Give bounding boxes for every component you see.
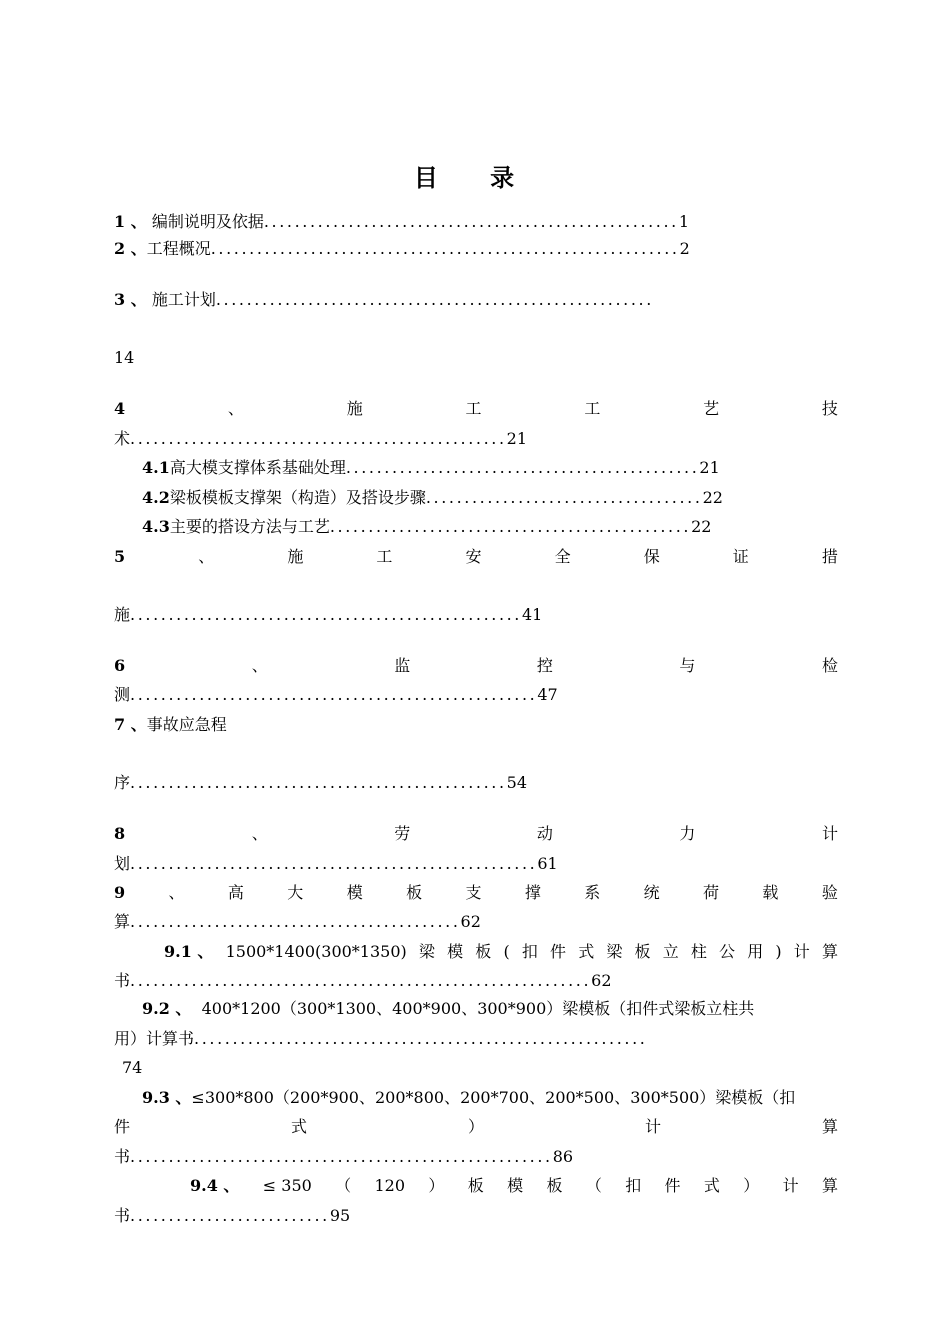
toc-word: 高 bbox=[227, 883, 244, 902]
toc-word: 、 bbox=[168, 883, 185, 902]
toc-leader: ........................................... bbox=[130, 912, 461, 931]
toc-word: 板 bbox=[634, 942, 651, 961]
toc-entry-number: 5 bbox=[114, 547, 126, 566]
toc-word: 模 bbox=[447, 942, 464, 961]
toc-word: 梁 bbox=[418, 942, 435, 961]
toc-leader: ................................................. bbox=[130, 429, 507, 448]
toc-entry-2[interactable] bbox=[114, 237, 838, 261]
toc-entry-text: 算 bbox=[114, 912, 131, 931]
toc-leader: ............................................................ bbox=[130, 971, 592, 990]
toc-entry-number: 4 bbox=[114, 399, 126, 418]
toc-entry-text: 书 bbox=[114, 971, 131, 990]
toc-word: 工 bbox=[465, 399, 482, 418]
toc-word: 计 bbox=[644, 1117, 661, 1136]
toc-page-number: 54 bbox=[506, 773, 527, 792]
toc-entry-9-2-cont[interactable] bbox=[114, 1027, 838, 1051]
toc-word: ( bbox=[503, 942, 510, 961]
toc-entry-7-cont[interactable] bbox=[114, 771, 838, 795]
toc-page-number: 62 bbox=[460, 912, 481, 931]
toc-word: 全 bbox=[554, 547, 571, 566]
toc-word: 扣 bbox=[521, 942, 538, 961]
toc-word: 件 bbox=[550, 942, 567, 961]
toc-entry-number: 9.1 、 bbox=[164, 942, 214, 961]
toc-word: 荷 bbox=[703, 883, 720, 902]
toc-page-number: 21 bbox=[506, 429, 527, 448]
toc-word: ） bbox=[743, 1176, 760, 1195]
toc-entry-text: 划 bbox=[114, 854, 131, 873]
toc-entry-4-2[interactable] bbox=[142, 486, 838, 510]
toc-word: 柱 bbox=[690, 942, 707, 961]
toc-leader: ................................................... bbox=[130, 605, 522, 624]
toc-leader: ..................................................... bbox=[130, 854, 538, 873]
toc-entry-number: 9.4 、 bbox=[190, 1176, 240, 1195]
toc-word: 系 bbox=[584, 883, 601, 902]
toc-word: 大 bbox=[287, 883, 304, 902]
toc-page-number: 22 bbox=[702, 488, 723, 507]
toc-entry-3-page bbox=[114, 346, 838, 370]
toc-word: 证 bbox=[732, 547, 749, 566]
toc-entry-8[interactable] bbox=[114, 822, 838, 846]
toc-leader: ............................................... bbox=[329, 517, 692, 536]
toc-word: （ bbox=[335, 1176, 352, 1195]
toc-entry-text: 梁板模板支撑架（构造）及搭设步骤 bbox=[169, 488, 426, 507]
toc-page-number: 74 bbox=[122, 1058, 143, 1077]
toc-word: （ bbox=[585, 1176, 602, 1195]
toc-page-number: 47 bbox=[537, 685, 558, 704]
toc-word: 算 bbox=[821, 1176, 838, 1195]
toc-word: 与 bbox=[679, 656, 696, 675]
toc-word: 统 bbox=[643, 883, 660, 902]
toc-word: ) bbox=[775, 942, 782, 961]
toc-entry-number: 6 bbox=[114, 656, 126, 675]
toc-entry-text: 书 bbox=[114, 1147, 131, 1166]
toc-word: 件 bbox=[664, 1176, 681, 1195]
toc-entry-8-cont[interactable] bbox=[114, 852, 838, 876]
toc-entry-number: 3 、 bbox=[114, 290, 147, 309]
toc-page-number: 1 bbox=[678, 212, 690, 231]
toc-word: 支 bbox=[465, 883, 482, 902]
toc-entry-6-cont[interactable] bbox=[114, 683, 838, 707]
toc-word: 梁 bbox=[606, 942, 623, 961]
toc-word: 算 bbox=[821, 942, 838, 961]
toc-entry-number: 9.2 、 bbox=[142, 999, 192, 1018]
toc-word: 扣 bbox=[625, 1176, 642, 1195]
toc-word: 载 bbox=[762, 883, 779, 902]
toc-entry-number: 4.2 bbox=[142, 488, 170, 507]
toc-entry-text: 术 bbox=[114, 429, 131, 448]
toc-word: 公 bbox=[719, 942, 736, 961]
toc-page-number: 21 bbox=[699, 458, 720, 477]
toc-entry-text: 编制说明及依据 bbox=[151, 212, 264, 231]
toc-leader: .......................... bbox=[130, 1206, 330, 1225]
toc-word: 验 bbox=[821, 883, 838, 902]
toc-word: 120 bbox=[374, 1176, 406, 1195]
toc-entry-9-1-cont[interactable] bbox=[114, 969, 838, 993]
toc-entry-6[interactable] bbox=[114, 654, 838, 678]
toc-word: 计 bbox=[793, 942, 810, 961]
toc-word: ） bbox=[428, 1176, 445, 1195]
toc-entry-number: 8 bbox=[114, 824, 126, 843]
toc-entry-4[interactable] bbox=[114, 397, 838, 421]
toc-word: 立 bbox=[662, 942, 679, 961]
toc-entry-number: 4.3 bbox=[142, 517, 170, 536]
toc-entry-text: 主要的搭设方法与工艺 bbox=[169, 517, 330, 536]
toc-word: 、 bbox=[251, 824, 268, 843]
toc-entry-3[interactable] bbox=[114, 288, 838, 312]
toc-leader: ...................................................... bbox=[263, 212, 679, 231]
toc-title: 目 录 bbox=[413, 163, 537, 192]
toc-entry-text: 工程概况 bbox=[146, 239, 211, 258]
toc-entry-7[interactable] bbox=[114, 713, 838, 737]
toc-entry-text: 高大模支撑体系基础处理 bbox=[169, 458, 346, 477]
toc-entry-text: 序 bbox=[114, 773, 131, 792]
toc-entry-number: 2 、 bbox=[114, 239, 147, 258]
toc-leader: ............................................................. bbox=[210, 239, 680, 258]
toc-word: 撑 bbox=[524, 883, 541, 902]
toc-entry-9-3[interactable] bbox=[142, 1086, 838, 1110]
toc-word: 保 bbox=[643, 547, 660, 566]
toc-word: 劳 bbox=[394, 824, 411, 843]
toc-entry-text: 测 bbox=[114, 685, 131, 704]
toc-word: 施 bbox=[346, 399, 363, 418]
toc-word: 算 bbox=[821, 1117, 838, 1136]
toc-word: 、 bbox=[227, 399, 244, 418]
toc-entry-text: 施工计划 bbox=[151, 290, 216, 309]
toc-entry-text: 400*1200（300*1300、400*900、300*900）梁模板（扣件式梁板立柱共 bbox=[201, 999, 755, 1018]
toc-word: 模 bbox=[507, 1176, 524, 1195]
toc-word: 、 bbox=[198, 547, 215, 566]
toc-word: 、 bbox=[251, 656, 268, 675]
toc-word: 计 bbox=[782, 1176, 799, 1195]
toc-entry-1[interactable] bbox=[114, 210, 838, 234]
toc-entry-number: 1 、 bbox=[114, 212, 147, 231]
toc-page-number: 95 bbox=[329, 1206, 351, 1225]
toc-word: 板 bbox=[467, 1176, 484, 1195]
toc-word: 检 bbox=[821, 656, 838, 675]
toc-word: 施 bbox=[287, 547, 304, 566]
toc-leader: .................................... bbox=[425, 488, 703, 507]
toc-page-number: 62 bbox=[591, 971, 612, 990]
toc-word: 板 bbox=[475, 942, 492, 961]
toc-entry-9-4[interactable] bbox=[190, 1174, 838, 1198]
toc-word: 工 bbox=[376, 547, 393, 566]
toc-word: 式 bbox=[578, 942, 595, 961]
toc-entry-9-2-page bbox=[122, 1056, 846, 1080]
toc-word: 式 bbox=[290, 1117, 307, 1136]
toc-word: 控 bbox=[536, 656, 553, 675]
toc-page-number: 61 bbox=[537, 854, 558, 873]
toc-leader: ....................................................... bbox=[130, 1147, 553, 1166]
toc-entry-9-cont[interactable] bbox=[114, 910, 838, 934]
toc-word: 板 bbox=[546, 1176, 563, 1195]
toc-entry-number: 9.3 、 bbox=[142, 1088, 192, 1107]
toc-page-number: 2 bbox=[679, 239, 690, 258]
toc-leader: ......................................................... bbox=[215, 290, 654, 309]
toc-word: 措 bbox=[821, 547, 838, 566]
toc-word: 计 bbox=[821, 824, 838, 843]
toc-entry-5[interactable] bbox=[114, 545, 838, 569]
toc-word: 力 bbox=[679, 824, 696, 843]
toc-page-number: 41 bbox=[522, 605, 543, 624]
toc-page-number: 22 bbox=[691, 517, 712, 536]
toc-leader: ................................................. bbox=[130, 773, 507, 792]
toc-leader: .............................................. bbox=[345, 458, 700, 477]
toc-entry-5-cont[interactable] bbox=[114, 603, 838, 627]
toc-leader: ..................................................... bbox=[130, 685, 538, 704]
toc-word: 模 bbox=[346, 883, 363, 902]
toc-entry-number: 9 bbox=[114, 883, 126, 902]
toc-word: 艺 bbox=[703, 399, 720, 418]
toc-entry-text: 用）计算书 bbox=[114, 1029, 195, 1048]
toc-page-number: 86 bbox=[552, 1147, 574, 1166]
toc-word: 板 bbox=[406, 883, 423, 902]
toc-word: 监 bbox=[394, 656, 411, 675]
toc-word: 技 bbox=[821, 399, 838, 418]
toc-entry-9-4-cont[interactable] bbox=[114, 1204, 838, 1228]
toc-word: 件 bbox=[114, 1117, 131, 1136]
toc-entry-4-1[interactable] bbox=[142, 456, 838, 480]
toc-word: 式 bbox=[703, 1176, 720, 1195]
toc-entry-number: 7 、 bbox=[114, 715, 147, 734]
toc-entry-text: 书 bbox=[114, 1206, 131, 1225]
toc-entry-4-3[interactable] bbox=[142, 515, 838, 539]
toc-word: ） bbox=[467, 1117, 484, 1136]
toc-entry-9-1[interactable] bbox=[164, 940, 838, 964]
toc-entry-9-2[interactable] bbox=[142, 997, 838, 1021]
toc-word: 动 bbox=[536, 824, 553, 843]
toc-word: 1500*1400(300*1350) bbox=[225, 942, 407, 961]
toc-page-number: 14 bbox=[114, 348, 135, 367]
toc-word: 工 bbox=[584, 399, 601, 418]
toc-word: 用 bbox=[747, 942, 764, 961]
toc-leader: ........................................................... bbox=[194, 1029, 648, 1048]
toc-entry-text: ≤300*800（200*900、200*800、200*700、200*500、300*500）梁模板（扣 bbox=[191, 1088, 796, 1107]
toc-entry-9-3-words[interactable] bbox=[114, 1115, 838, 1139]
toc-word: 安 bbox=[465, 547, 482, 566]
toc-word: ≤ 350 bbox=[262, 1176, 312, 1195]
toc-entry-text: 施 bbox=[114, 605, 131, 624]
toc-entry-text: 事故应急程 bbox=[146, 715, 227, 734]
toc-entry-9[interactable] bbox=[114, 881, 838, 905]
toc-entry-number: 4.1 bbox=[142, 458, 170, 477]
toc-entry-4-cont[interactable] bbox=[114, 427, 838, 451]
toc-entry-9-3-cont[interactable] bbox=[114, 1145, 838, 1169]
